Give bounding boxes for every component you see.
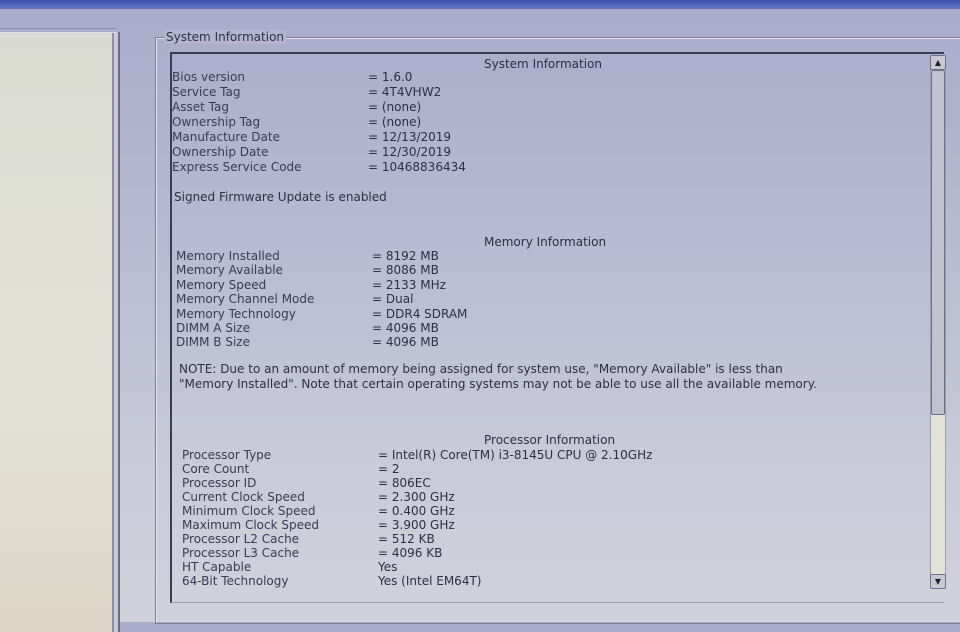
info-row [176,335,916,350]
vertical-scrollbar[interactable] [928,52,948,597]
info-row [176,278,916,293]
row-label: Processor L2 Cache [182,532,300,546]
row-value: = 512 KB [378,532,435,546]
row-value: = Dual [372,292,414,306]
row-label: DIMM B Size [176,335,250,349]
row-value: = 8192 MB [372,249,439,263]
info-row [182,546,922,561]
title-bar [0,0,960,9]
row-value: = DDR4 SDRAM [372,307,468,321]
row-label: 64-Bit Technology [182,574,289,588]
row-label: Processor ID [182,476,257,490]
row-label: Asset Tag [172,100,229,114]
row-value: = 2133 MHz [372,278,446,292]
row-label: Memory Installed [176,249,280,263]
info-row [172,160,912,175]
info-row [182,504,922,519]
navigation-panel[interactable] [0,32,114,632]
info-row [182,490,922,505]
system-info-heading: System Information [484,57,603,71]
row-label: DIMM A Size [176,321,250,335]
row-value: = 2 [378,462,400,476]
row-label: Express Service Code [172,160,302,174]
info-row [182,476,922,491]
info-row [172,145,912,160]
row-label: Processor L3 Cache [182,546,300,560]
row-label: Ownership Date [172,145,269,159]
row-label: HT Capable [182,560,252,574]
row-value: = 4096 KB [378,546,443,560]
row-label: Memory Technology [176,307,296,321]
scroll-thumb[interactable] [931,70,945,415]
info-row [182,560,922,575]
row-label: Service Tag [172,85,241,99]
info-row [176,321,916,336]
info-row [182,532,922,547]
info-row [176,307,916,322]
row-label: Core Count [182,462,250,476]
info-panel [170,52,944,603]
info-row [172,130,912,145]
row-label: Manufacture Date [172,130,280,144]
info-row [172,85,912,100]
scroll-up-button[interactable] [930,55,946,70]
info-row [182,462,922,477]
row-label: Ownership Tag [172,115,261,129]
row-value: Yes (Intel EM64T) [378,574,482,588]
row-value: = 4096 MB [372,321,439,335]
row-value: = 4096 MB [372,335,439,349]
row-value: = (none) [368,100,422,114]
info-row [182,448,922,463]
row-label: Maximum Clock Speed [182,518,319,532]
group-title: System Information [166,30,285,44]
chevron-up-icon: ▲ [934,58,942,67]
row-value: = 806EC [378,476,431,490]
row-value: = 0.400 GHz [378,504,455,518]
processor-info-heading: Processor Information [484,433,616,447]
row-value: Yes [378,560,398,574]
row-label: Processor Type [182,448,272,462]
chevron-down-icon: ▼ [934,577,942,586]
info-row [176,263,916,278]
row-value: = (none) [368,115,422,129]
row-value: = 10468836434 [368,160,466,174]
memory-note: NOTE: Due to an amount of memory being assigned for system use, "Memory Available" is less than "Memory Installed". Note that certain operating systems may not be able to use all the available memory. [179,362,817,391]
info-row [176,292,916,307]
row-value: = Intel(R) Core(TM) i3-8145U CPU @ 2.10GHz [378,448,653,462]
info-row [172,70,912,85]
scroll-track[interactable] [930,70,946,578]
info-row [182,574,922,589]
row-label: Bios version [172,70,245,84]
memory-info-heading: Memory Information [484,235,607,249]
info-row [172,100,912,115]
scroll-down-button[interactable] [930,574,946,589]
row-label: Memory Channel Mode [176,292,315,306]
row-label: Minimum Clock Speed [182,504,316,518]
row-label: Current Clock Speed [182,490,305,504]
row-label: Memory Available [176,263,283,277]
info-row [176,249,916,264]
info-row [172,115,912,130]
row-value: = 2.300 GHz [378,490,455,504]
info-content [172,54,922,602]
row-value: = 12/13/2019 [368,130,452,144]
row-value: = 8086 MB [372,263,439,277]
info-row [182,518,922,533]
row-label: Memory Speed [176,278,267,292]
row-value: = 1.6.0 [368,70,413,84]
firmware-status: Signed Firmware Update is enabled [174,190,387,204]
row-value: = 3.900 GHz [378,518,455,532]
row-value: = 4T4VHW2 [368,85,442,99]
row-value: = 12/30/2019 [368,145,452,159]
